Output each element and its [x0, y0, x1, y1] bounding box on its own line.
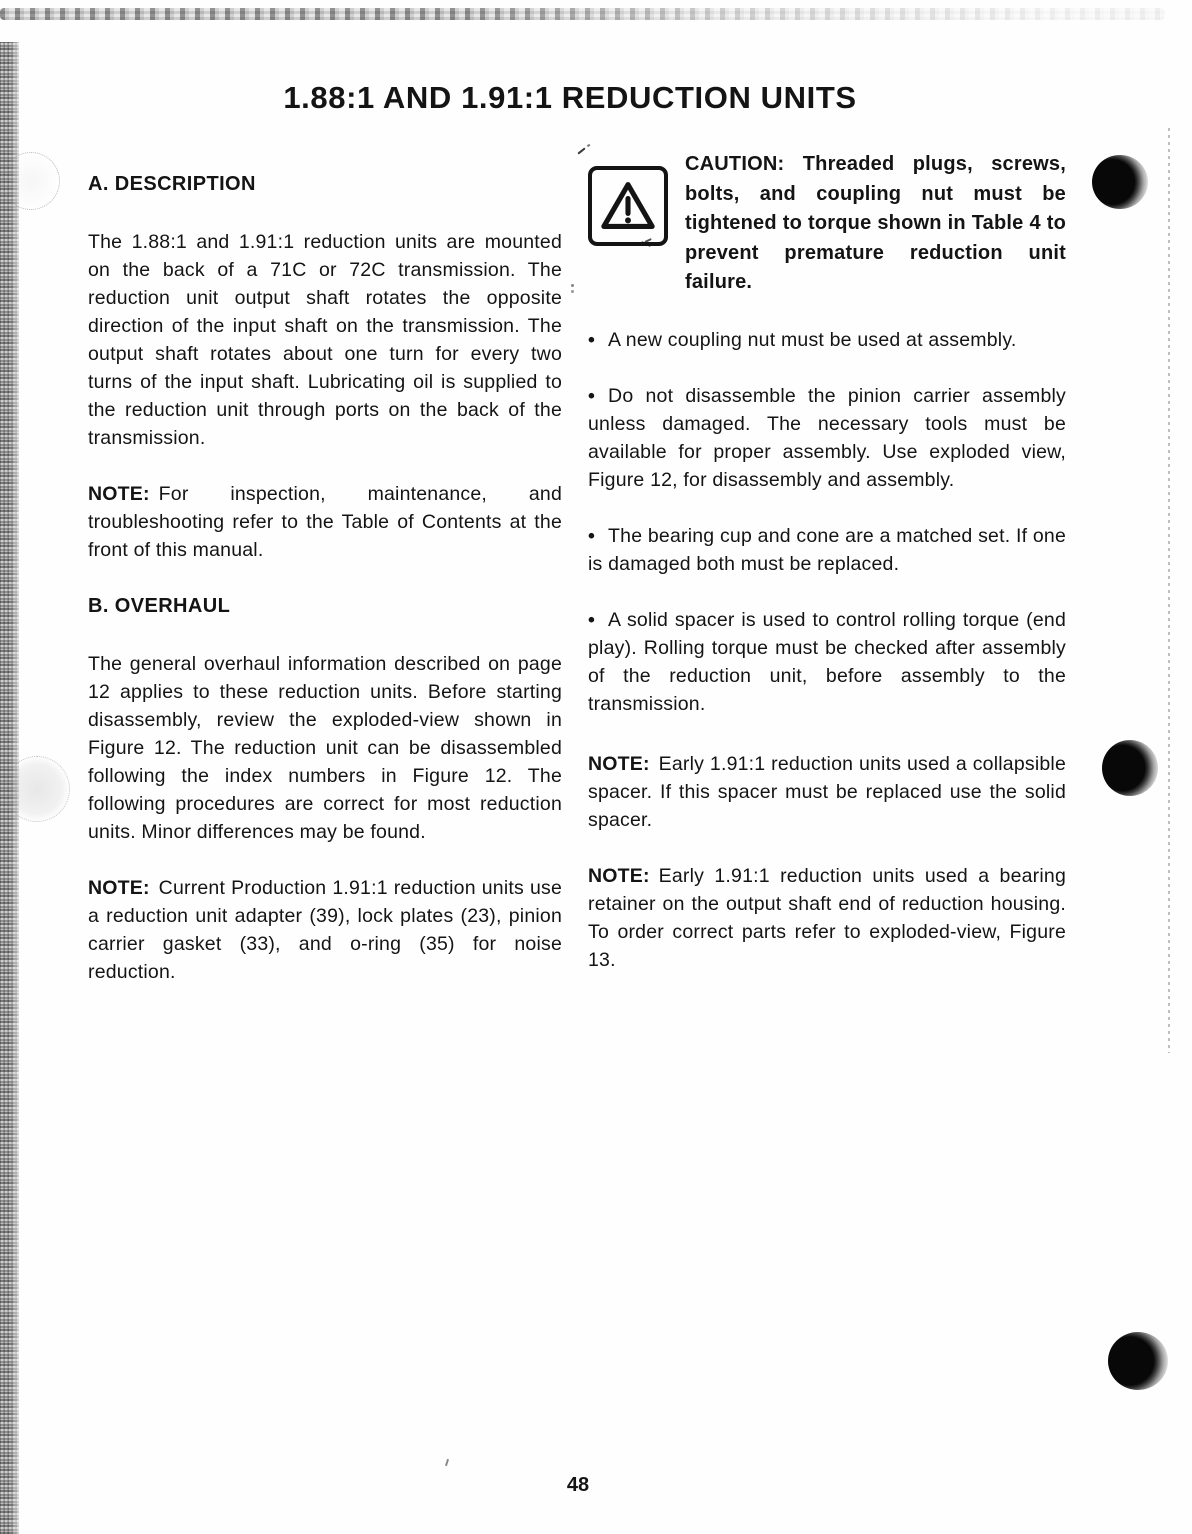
bullet-text: Do not disassemble the pinion carrier assembly unless damaged. The necessary tools must be available for proper assembly. Use exploded view, Figure 12, for disassembly and assembly.: [588, 384, 1066, 491]
caution-text: CAUTION: Threaded plugs, screws, bolts, and coupling nut must be tightened to torque shown in Table 4 to prevent premature reduction unit failure.: [685, 153, 1066, 293]
bullet-item: [588, 326, 1066, 354]
bullet-marker: [588, 525, 595, 547]
section-b-heading: B. OVERHAUL: [88, 595, 231, 617]
bullet-text: The bearing cup and cone are a matched set. If one is damaged both must be replaced.: [588, 524, 1066, 575]
note-paragraph: [588, 750, 1066, 834]
note-paragraph: [88, 480, 562, 564]
binder-hole-mark-bottom: [1108, 1332, 1168, 1390]
note-paragraph: [88, 874, 562, 986]
warning-triangle-icon: [588, 166, 668, 246]
scan-dotted-line-right: [1168, 128, 1170, 1053]
overhaul-paragraph: The general overhaul information described on page 12 applies to these reduction units. Before starting disassembly, review the exploded-view shown in Figure 12. The reduction unit can be disassembled following the index numbers in Figure 12. The following procedures are correct for most reduction units. Minor differences may be found.: [88, 653, 562, 843]
binder-hole-ghost-top: [2, 152, 60, 210]
binder-hole-mark-top: [1092, 155, 1148, 209]
note-label: NOTE:: [588, 864, 650, 887]
bullet-marker: [588, 385, 595, 407]
scan-speck: [571, 284, 574, 287]
binder-hole-ghost-middle: [4, 756, 70, 822]
note-label: NOTE:: [88, 877, 150, 899]
scan-speck: [445, 1459, 449, 1466]
bullet-text: A new coupling nut must be used at assembly.: [608, 328, 1017, 351]
bullet-item: [588, 522, 1066, 578]
note-text: Early 1.91:1 reduction units used a collapsible spacer. If this spacer must be replaced use the solid spacer.: [588, 752, 1066, 831]
note-label: NOTE:: [588, 752, 650, 775]
bullet-item: [588, 382, 1066, 494]
right-column: [588, 150, 1066, 974]
note-text: Early 1.91:1 reduction units used a bearing retainer on the output shaft end of reduction housing. To order correct parts refer to exploded-view, Figure 13.: [588, 864, 1066, 971]
note-label: NOTE:: [88, 483, 150, 505]
binder-hole-mark-middle: [1102, 740, 1158, 796]
scan-smudge-top: [0, 8, 1165, 20]
bullet-text: A solid spacer is used to control rolling torque (end play). Rolling torque must be checked after assembly of the reduction unit, before assembly to the transmission.: [588, 608, 1066, 715]
section-a-heading: A. DESCRIPTION: [88, 173, 256, 195]
left-column: [88, 170, 562, 986]
note-text: For inspection, maintenance, and troubleshooting refer to the Table of Contents at the front of this manual.: [88, 483, 562, 561]
caution-block: [588, 150, 1066, 298]
note-paragraph: [588, 862, 1066, 974]
note-text: Current Production 1.91:1 reduction units use a reduction unit adapter (39), lock plates (23), pinion carrier gasket (33), and o-ring (35) for noise reduction.: [88, 877, 562, 983]
bullet-item: [588, 606, 1066, 718]
scan-speck: [577, 147, 585, 154]
description-paragraph: The 1.88:1 and 1.91:1 reduction units are mounted on the back of a 71C or 72C transmission. The reduction unit output shaft rotates the opposite direction of the input shaft on the transmission. The output shaft rotates about one turn for every two turns of the input shaft. Lubricating oil is supplied to the reduction unit through ports on the back of the transmission.: [88, 231, 562, 449]
page-title: 1.88:1 AND 1.91:1 REDUCTION UNITS: [283, 80, 857, 115]
page-number: 48: [566, 1474, 590, 1496]
bullet-marker: [588, 609, 595, 631]
bullet-marker: [588, 329, 595, 351]
